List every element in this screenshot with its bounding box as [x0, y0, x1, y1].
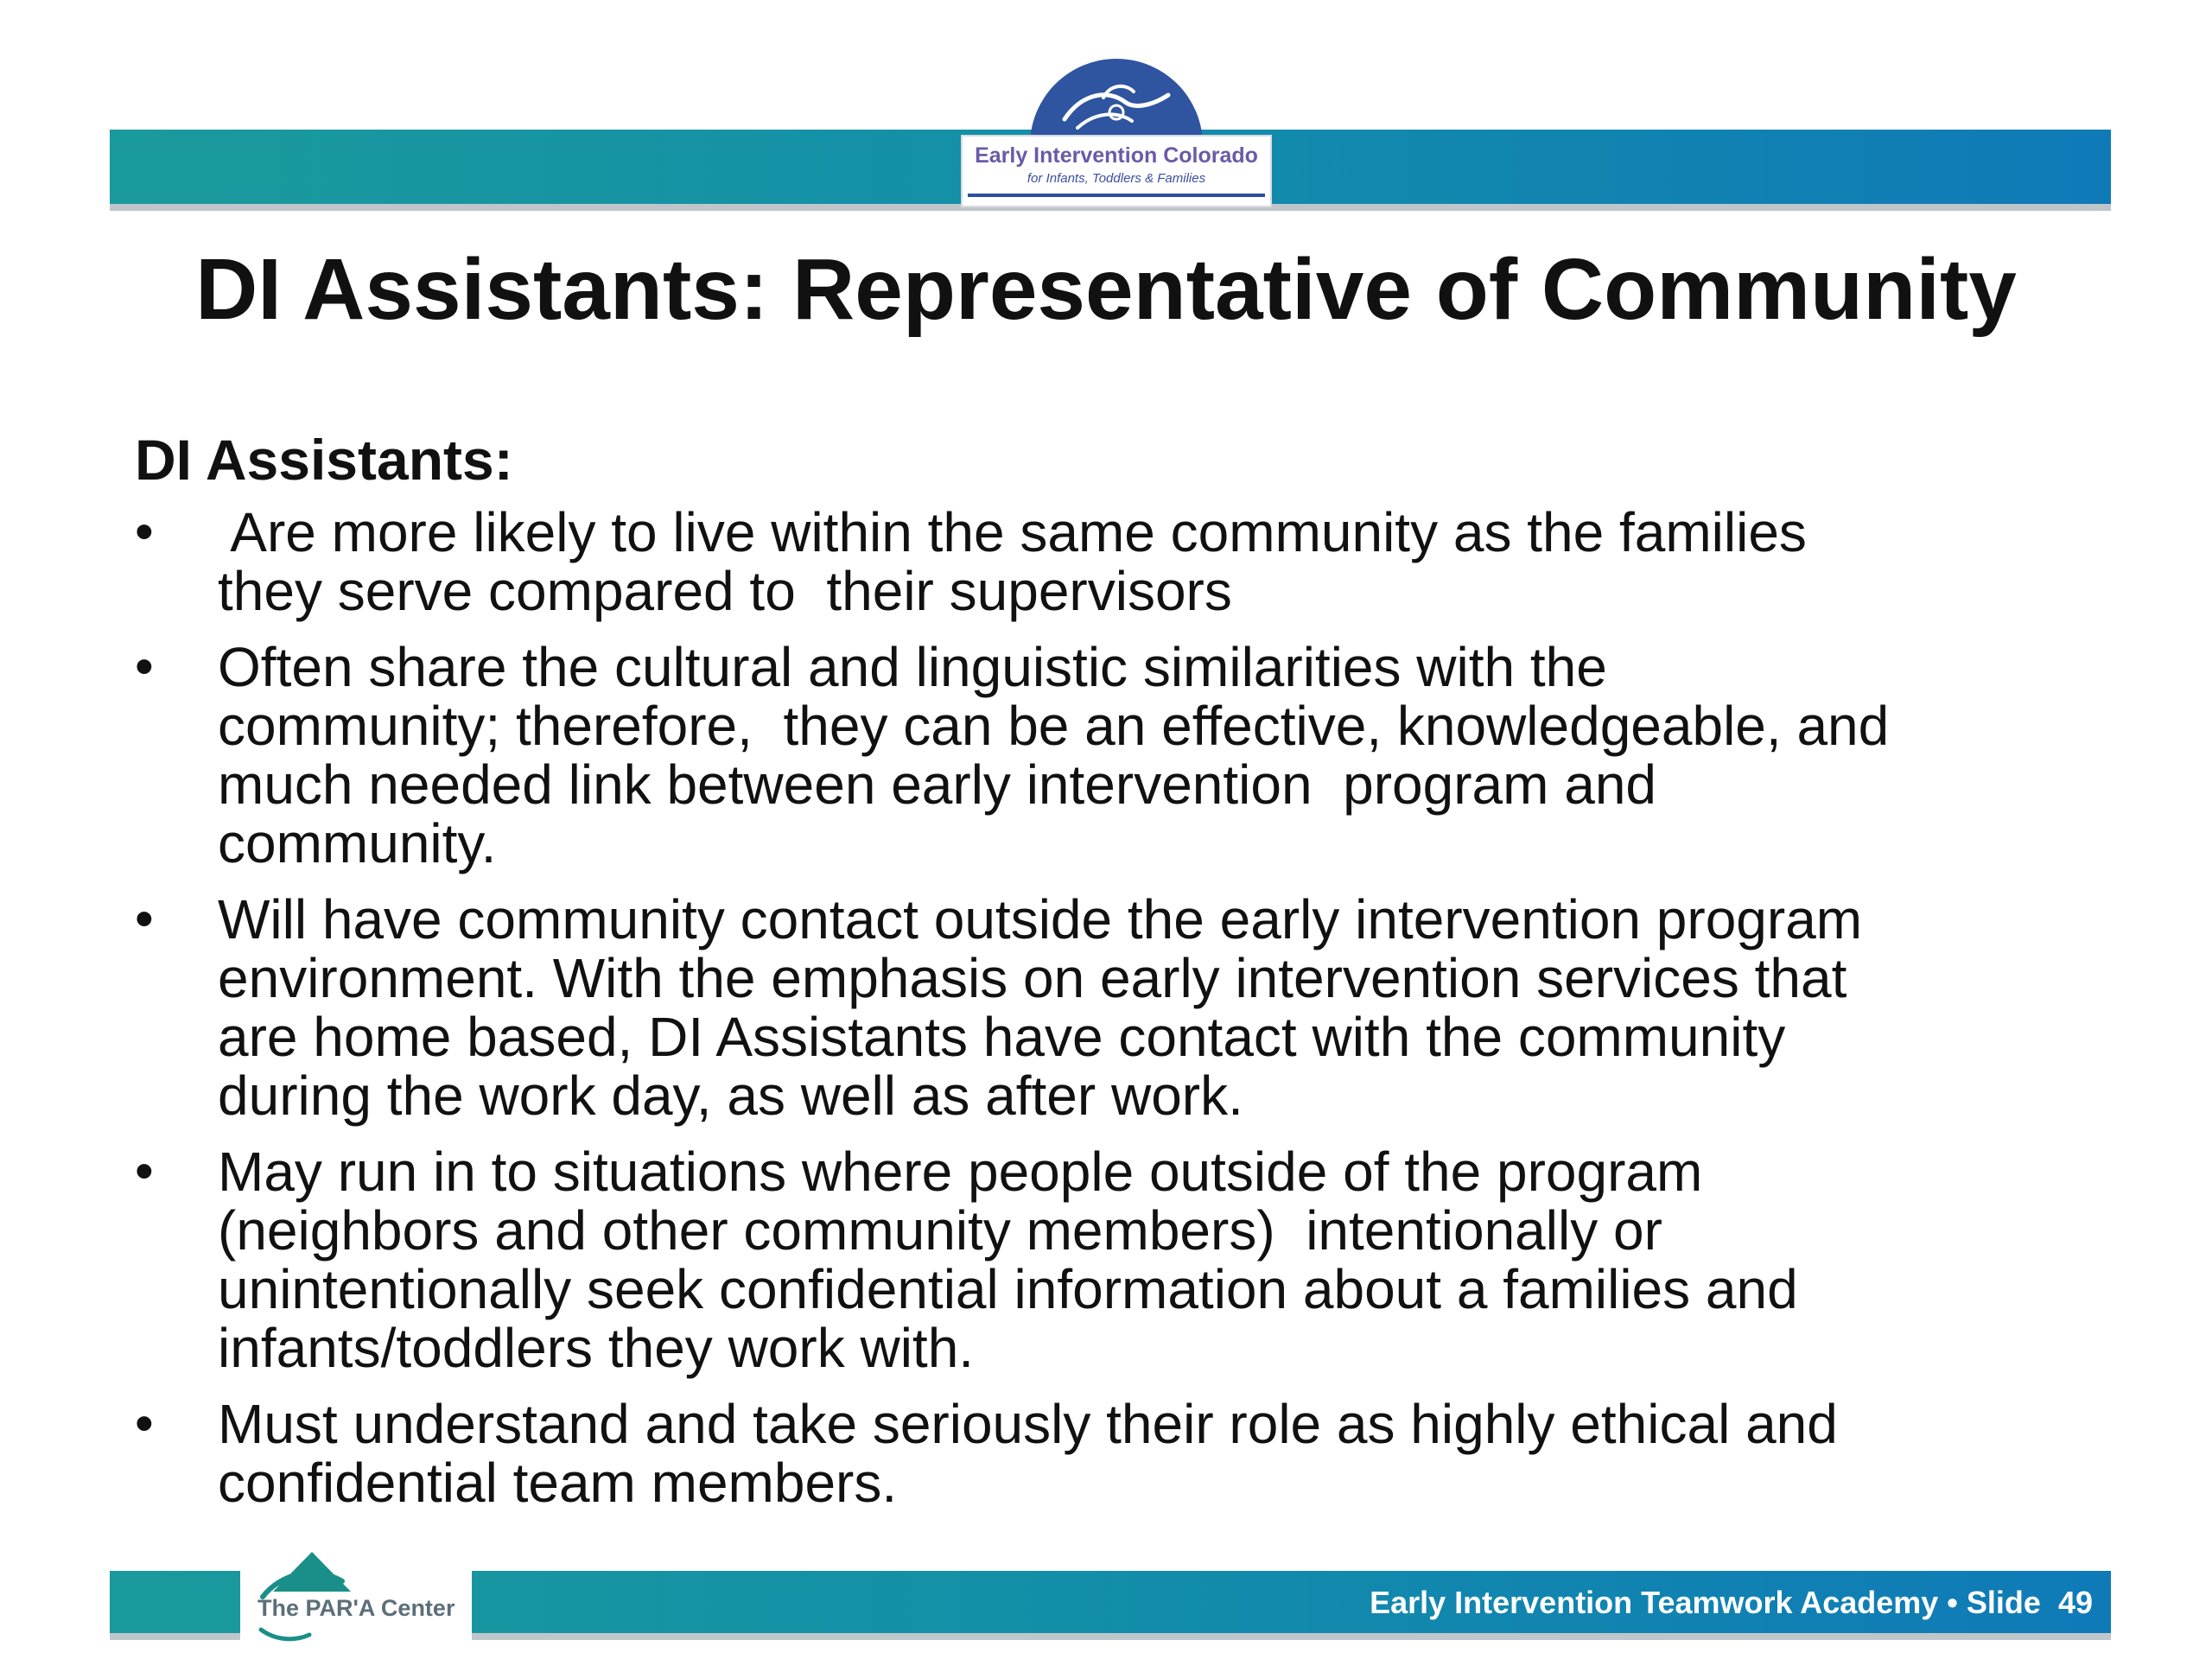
bullet-line: community; therefore, they can be an effective, knowledgeable, and — [218, 695, 1890, 757]
hands-logo-icon — [1030, 59, 1203, 145]
bullet-dot: • — [135, 637, 154, 696]
bullet-line: unintentionally seek confidential information about a families and — [218, 1258, 1798, 1320]
bullet-line: environment. With the emphasis on early intervention services that — [218, 947, 1847, 1009]
logo-name: Early Intervention Colorado — [975, 143, 1258, 168]
bullet-list — [135, 503, 2122, 1529]
footer-text: Early Intervention Teamwork Academy • Slide 49 — [1370, 1585, 2093, 1620]
bullet-item — [135, 503, 2122, 620]
para-center-logo — [240, 1547, 472, 1643]
bullet-dot: • — [135, 889, 154, 949]
bullet-line: Often share the cultural and linguistic similarities with the — [218, 636, 1607, 698]
bullet-line: are home based, DI Assistants have contact with the community — [218, 1006, 1786, 1068]
bullet-dot: • — [135, 1141, 154, 1201]
bullet-line: much needed link between early intervention program and — [218, 753, 1656, 816]
slide-title: DI Assistants: Representative of Community — [195, 241, 2017, 338]
bullet-item — [135, 890, 2122, 1125]
bullet-line: confidential team members. — [218, 1452, 898, 1514]
bullet-dot: • — [135, 502, 154, 562]
bullet-line: May run in to situations where people outside of the program — [218, 1141, 1703, 1203]
bullet-item — [135, 638, 2122, 873]
bullet-line: (neighbors and other community members) intentionally or — [218, 1199, 1662, 1262]
bullet-line: they serve compared to their supervisors — [218, 560, 1232, 622]
bullet-item — [135, 1395, 2122, 1512]
bullet-line: infants/toddlers they work with. — [218, 1317, 975, 1379]
logo-tagline: for Infants, Toddlers & Families — [1027, 171, 1206, 186]
bullet-item — [135, 1142, 2122, 1377]
bullet-line: Are more likely to live within the same community as the families — [218, 501, 1807, 563]
bullet-line: during the work day, as well as after work. — [218, 1065, 1243, 1127]
logo-rule — [968, 194, 1265, 197]
bullet-line: Must understand and take seriously their role as highly ethical and — [218, 1393, 1838, 1455]
para-center-logo-text: The PAR'A Center — [257, 1595, 455, 1621]
early-intervention-colorado-logo — [961, 59, 1272, 207]
body-heading: DI Assistants: — [135, 428, 513, 492]
bullet-line: community. — [218, 812, 497, 874]
bullet-dot: • — [135, 1394, 154, 1453]
bullet-line: Will have community contact outside the early intervention program — [218, 888, 1863, 950]
